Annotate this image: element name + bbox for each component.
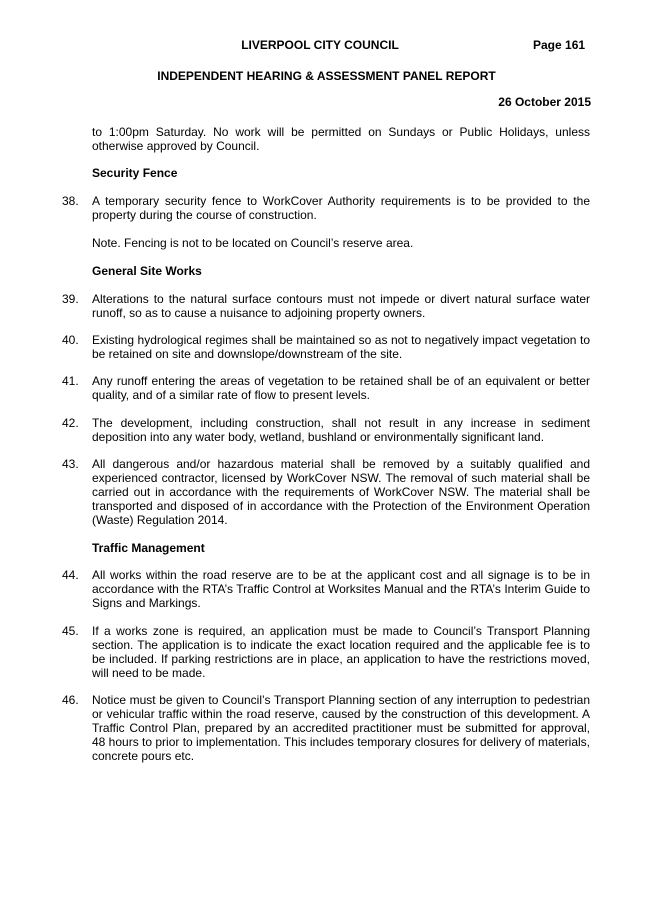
council-name: LIVERPOOL CITY COUNCIL — [241, 38, 399, 52]
condition-text: Existing hydrological regimes shall be maintained so as not to negatively impact vegetation to be retained on site and downslope/downstream of the site. — [92, 333, 590, 361]
condition-text: Any runoff entering the areas of vegetation to be retained shall be of an equivalent or better quality, and of a similar rate of flow to present levels. — [92, 374, 590, 402]
fencing-note: Note. Fencing is not to be located on Council’s reserve area. — [92, 236, 414, 250]
condition-number: 44. — [62, 568, 79, 582]
heading-security-fence: Security Fence — [92, 166, 178, 180]
condition-number: 46. — [62, 693, 79, 707]
condition-number: 40. — [62, 333, 79, 347]
intro-paragraph: to 1:00pm Saturday. No work will be permitted on Sundays or Public Holidays, unless otherwise approved by Council. — [92, 125, 590, 153]
condition-text: All works within the road reserve are to be at the applicant cost and all signage is to be in accordance with the RTA’s Traffic Control at Worksites Manual and the RTA’s Interim Guide to Signs and Markings. — [92, 568, 590, 610]
condition-text: Notice must be given to Council’s Transport Planning section of any interruption to pedestrian or vehicular traffic within the road reserve, caused by the construction of this development. A Traffic Control Plan, prepared by an accredited practitioner must be submitted for approval, 48 hours to prior to implementation. This includes temporary closures for delivery of materials, concrete pours etc. — [92, 693, 590, 763]
condition-number: 45. — [62, 624, 79, 638]
condition-text: Alterations to the natural surface contours must not impede or divert natural surface water runoff, so as to cause a nuisance to adjoining property owners. — [92, 292, 590, 320]
condition-number: 41. — [62, 374, 79, 388]
report-title: INDEPENDENT HEARING & ASSESSMENT PANEL REPORT — [157, 69, 496, 83]
condition-number: 38. — [62, 194, 79, 208]
condition-number: 43. — [62, 457, 79, 471]
condition-text: The development, including construction, shall not result in any increase in sediment deposition into any water body, wetland, bushland or environmentally significant land. — [92, 416, 590, 444]
condition-number: 42. — [62, 416, 79, 430]
condition-text: If a works zone is required, an application must be made to Council’s Transport Planning section. The application is to indicate the exact location required and the applicable fee is to be included. If parking restrictions are in place, an application to have the restrictions moved, will need to be made. — [92, 624, 590, 680]
condition-text: All dangerous and/or hazardous material shall be removed by a suitably qualified and experienced contractor, licensed by WorkCover NSW. The removal of such material shall be carried out in accordance with the requirements of WorkCover NSW. The material shall be transported and disposed of in accordance with the Protection of the Environment Operation (Waste) Regulation 2014. — [92, 457, 590, 527]
report-date: 26 October 2015 — [498, 95, 591, 109]
condition-number: 39. — [62, 292, 79, 306]
heading-general-site-works: General Site Works — [92, 264, 202, 278]
heading-traffic-management: Traffic Management — [92, 541, 205, 555]
page-number: Page 161 — [533, 38, 586, 52]
condition-text: A temporary security fence to WorkCover Authority requirements is to be provided to the property during the course of construction. — [92, 194, 590, 222]
